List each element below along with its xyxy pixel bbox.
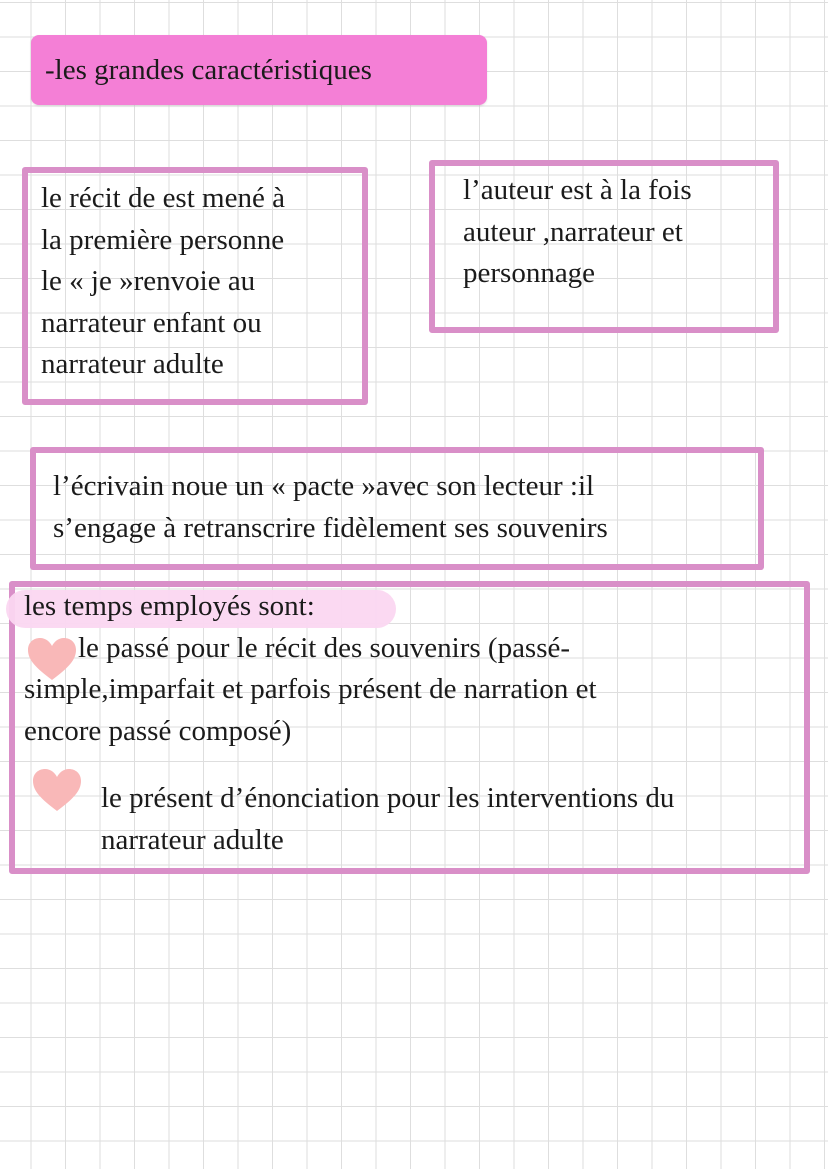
title-banner bbox=[31, 35, 487, 105]
temps-item-1-cont: simple,imparfait et parfois présent de narration et encore passé composé) bbox=[24, 673, 597, 747]
heart-icon bbox=[31, 767, 83, 813]
box-recit-text: le récit de est mené à la première personne le « je »renvoie au narrateur enfant ou narrateur adulte bbox=[41, 182, 285, 380]
box-pacte-text: l’écrivain noue un « pacte »avec son lecteur :il s’engage à retranscrire fidèlement ses souvenirs bbox=[53, 470, 608, 544]
temps-heading: les temps employés sont: bbox=[24, 590, 315, 622]
box-auteur-text: l’auteur est à la fois auteur ,narrateur et personnage bbox=[463, 174, 692, 289]
temps-item-1: le passé pour le récit des souvenirs (passé- bbox=[78, 632, 571, 664]
temps-item-2: le présent d’énonciation pour les interventions du narrateur adulte bbox=[101, 782, 675, 856]
page-title: -les grandes caractéristiques bbox=[45, 53, 372, 86]
